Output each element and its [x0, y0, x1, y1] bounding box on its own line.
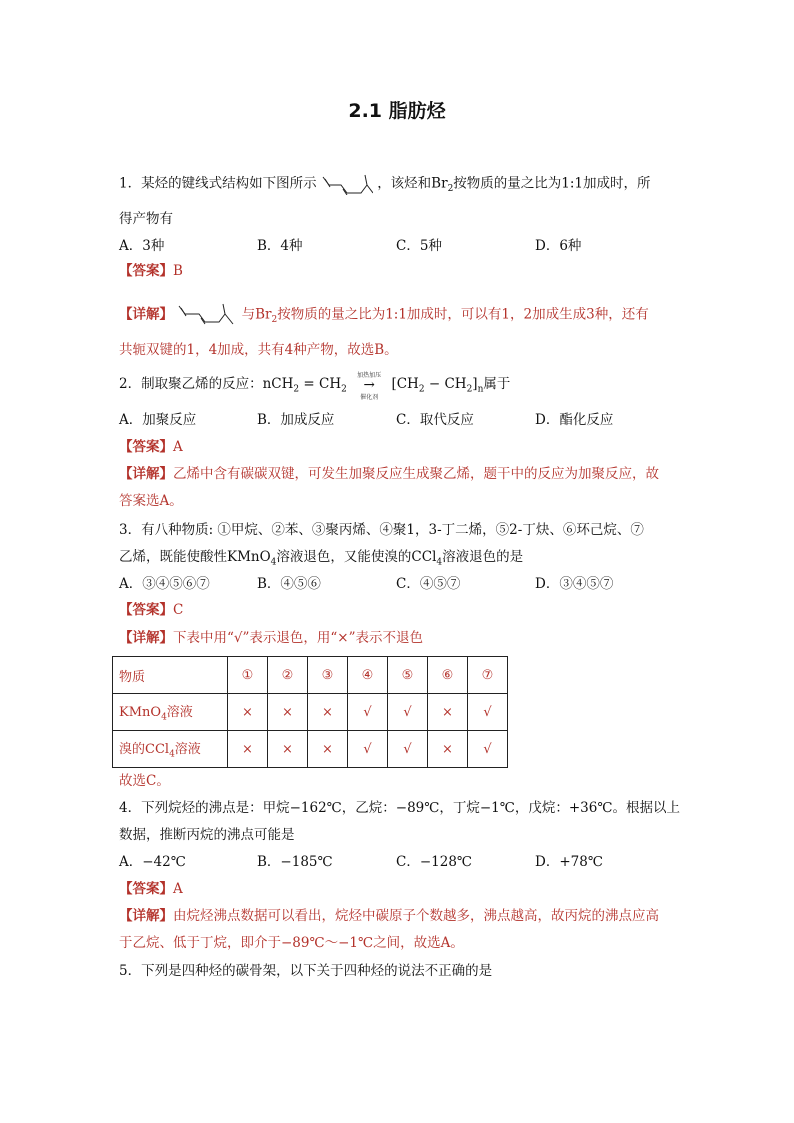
q2-detail-line2: 答案选A。 — [119, 493, 183, 509]
discoloration-table — [112, 656, 508, 768]
q1-detail-line2: 共轭双键的1，4加成，共有4种产物，故选B。 — [119, 342, 398, 358]
q2-option-c: C．取代反应 — [396, 412, 474, 428]
table-row — [113, 731, 508, 768]
q1-option-d: D．6种 — [535, 238, 582, 254]
table-cell: √ — [348, 694, 388, 731]
table-cell: × — [308, 731, 348, 768]
q2-option-a: A．加聚反应 — [119, 412, 197, 428]
q3-option-a: A．③④⑤⑥⑦ — [119, 576, 210, 592]
q2-stem-line1: 2．制取聚乙烯的反应：$nCH_2 = CH_2$ 加热加压 → 催化剂 $[CH_2 - CH_2]_n$属于 — [119, 371, 511, 401]
q2-answer: 【答案】A — [119, 439, 183, 455]
page-title: 2.1 脂肪烃 — [348, 100, 446, 122]
table-header-cell: ④ — [348, 657, 388, 694]
table-cell: × — [228, 694, 268, 731]
table-cell: √ — [388, 731, 428, 768]
table-cell: √ — [388, 694, 428, 731]
table-header-cell: ⑦ — [468, 657, 508, 694]
table-cell: × — [228, 731, 268, 768]
q1-answer: 【答案】B — [119, 263, 183, 279]
table-cell: √ — [468, 694, 508, 731]
q1-option-a: A．3种 — [119, 238, 165, 254]
q2-option-d: D．酯化反应 — [535, 412, 614, 428]
q2-option-b: B．加成反应 — [257, 412, 335, 428]
q1-option-b: B．4种 — [257, 238, 303, 254]
table-header-cell: ⑥ — [428, 657, 468, 694]
diene-structure-icon — [177, 302, 237, 328]
q1-stem-line2: 得产物有 — [119, 211, 173, 227]
table-header-cell: 物质 — [113, 657, 228, 694]
q5-stem-line1: 5．下列是四种烃的碳骨架，以下关于四种烃的说法不正确的是 — [119, 963, 493, 979]
q3-stem-line1: 3．有八种物质: ①甲烷、②苯、③聚丙烯、④聚1，3-丁二烯，⑤2-丁炔、⑥环己烷、⑦ — [119, 522, 644, 538]
table-header-cell: ① — [228, 657, 268, 694]
q2-detail-line1: 【详解】乙烯中含有碳碳双键，可发生加聚反应生成聚乙烯，题干中的反应为加聚反应，故 — [119, 466, 659, 482]
q4-stem-line1: 4．下列烷烃的沸点是：甲烷−162℃，乙烷：−89℃，丁烷−1℃，戊烷：+36℃。根据以上 — [119, 800, 680, 816]
q1-stem-text: 1．某烃的键线式结构如下图所示 — [119, 175, 317, 192]
q4-answer: 【答案】A — [119, 881, 183, 897]
q1-option-c: C．5种 — [396, 238, 442, 254]
table-row-label: 溴的CCl$_4$溶液 — [113, 731, 228, 768]
table-row — [113, 694, 508, 731]
table-header-cell: ② — [268, 657, 308, 694]
q3-stem-line2: 乙烯，既能使酸性KMnO$_4$溶液退色，又能使溴的CCl$_4$溶液退色的是 — [119, 549, 524, 568]
q4-option-b: B．−185℃ — [257, 854, 333, 870]
q4-option-a: A．−42℃ — [119, 854, 186, 870]
q3-option-c: C．④⑤⑦ — [396, 576, 461, 592]
table-row-label: KMnO$_4$溶液 — [113, 694, 228, 731]
q3-option-b: B．④⑤⑥ — [257, 576, 321, 592]
q4-option-d: D．+78℃ — [535, 854, 603, 870]
table-cell: × — [268, 731, 308, 768]
q1-detail-line1: 【详解】 与$Br_2$按物质的量之比为1:1加成时，可以有1，2加成生成3种，还有 — [119, 302, 649, 329]
q1-stem-line1: 1．某烃的键线式结构如下图所示 ，该烃和$Br_2$按物质的量之比为1:1加成时，所 — [119, 173, 651, 198]
table-cell: × — [308, 694, 348, 731]
table-cell: × — [428, 731, 468, 768]
q3-option-d: D．③④⑤⑦ — [535, 576, 614, 592]
q4-stem-line2: 数据，推断丙烷的沸点可能是 — [119, 827, 295, 843]
table-header-cell: ⑤ — [388, 657, 428, 694]
q4-option-c: C．−128℃ — [396, 854, 473, 870]
q4-detail-line2: 于乙烷、低于丁烷，即介于−89℃～−1℃之间，故选A。 — [119, 935, 464, 951]
table-cell: × — [428, 694, 468, 731]
diene-structure-icon — [321, 173, 373, 195]
q3-conclusion: 故选C。 — [119, 773, 170, 789]
q4-detail-line1: 【详解】由烷烃沸点数据可以看出，烷烃中碳原子个数越多，沸点越高，故丙烷的沸点应高 — [119, 908, 659, 924]
q3-answer: 【答案】C — [119, 602, 184, 618]
table-cell: √ — [348, 731, 388, 768]
q3-detail-line1: 【详解】下表中用“√”表示退色，用“×”表示不退色 — [119, 630, 424, 646]
table-cell: × — [268, 694, 308, 731]
table-header-cell: ③ — [308, 657, 348, 694]
table-header-row — [113, 657, 508, 694]
reaction-arrow: 加热加压 → 催化剂 — [357, 371, 382, 401]
table-cell: √ — [468, 731, 508, 768]
